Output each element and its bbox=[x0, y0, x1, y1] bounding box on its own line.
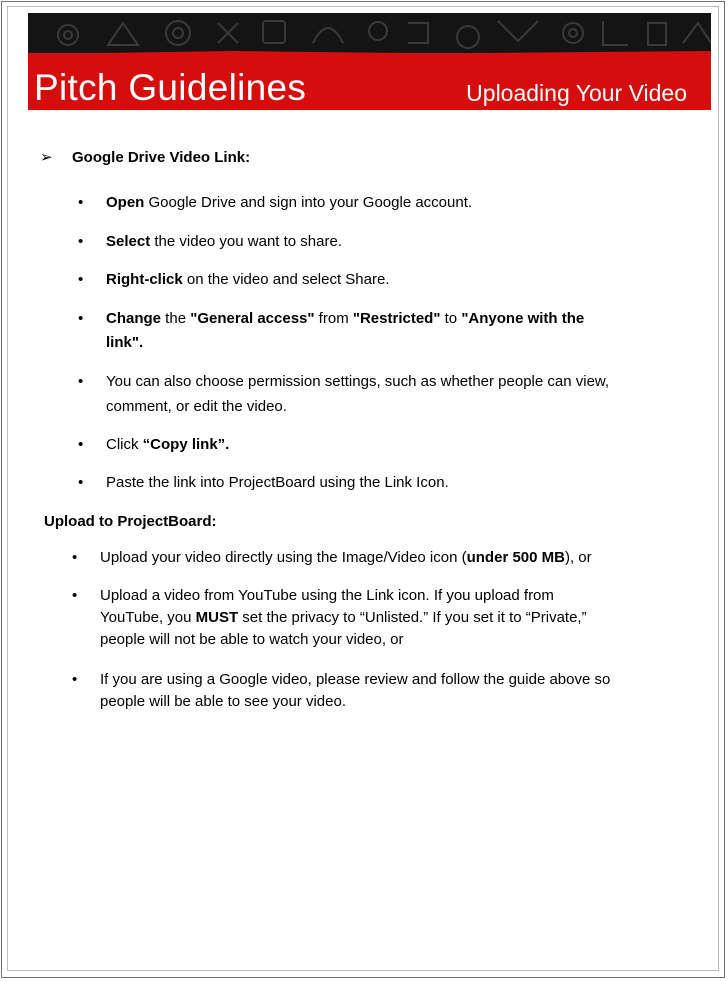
upload-youtube-text: set the privacy to “Unlisted.” If you set it to “Private,” bbox=[238, 609, 587, 626]
upload-direct bbox=[100, 547, 592, 569]
upload-direct-text: ), or bbox=[564, 549, 592, 566]
step-copy-link bbox=[106, 434, 229, 456]
step-permissions-line2: comment, or edit the video. bbox=[106, 398, 287, 415]
step-change-bold: Change bbox=[106, 310, 162, 327]
step-change-text: from bbox=[314, 310, 353, 327]
bullet: • bbox=[78, 373, 84, 390]
bullet: • bbox=[78, 233, 84, 250]
step-right-click-bold: Right-click bbox=[106, 271, 183, 288]
step-permissions-line1: You can also choose permission settings, such as whether people can view, bbox=[106, 373, 610, 390]
step-change-line1 bbox=[106, 308, 584, 330]
step-copy-link-text: Click bbox=[106, 436, 143, 453]
step-right-click bbox=[106, 269, 390, 291]
upload-youtube-line3: people will not be able to watch your video, or bbox=[100, 631, 404, 648]
banner-doodle-pattern bbox=[28, 13, 711, 57]
bullet: • bbox=[72, 671, 78, 688]
section-heading-drive: Google Drive Video Link: bbox=[72, 149, 251, 166]
step-copy-link-bold: “Copy link”. bbox=[142, 436, 230, 453]
step-select-text: the video you want to share. bbox=[150, 233, 342, 250]
step-open-bold: Open bbox=[106, 194, 145, 211]
bullet: • bbox=[78, 271, 84, 288]
step-open bbox=[106, 192, 472, 214]
upload-youtube-line2 bbox=[100, 607, 587, 629]
page-title: Pitch Guidelines bbox=[34, 67, 307, 108]
bullet: • bbox=[78, 474, 84, 491]
upload-youtube-text: YouTube, you bbox=[100, 609, 196, 626]
step-change-line2: link". bbox=[106, 334, 144, 351]
bullet: • bbox=[78, 310, 84, 327]
upload-google-line1: If you are using a Google video, please review and follow the guide above so bbox=[100, 671, 611, 688]
section-arrow-marker: ➢ bbox=[40, 149, 53, 166]
upload-direct-text: Upload your video directly using the Image/Video icon ( bbox=[100, 549, 467, 566]
step-open-text: Google Drive and sign into your Google account. bbox=[144, 194, 473, 211]
step-change-restricted: "Restricted" bbox=[352, 310, 441, 327]
upload-size-limit: under 500 MB bbox=[466, 549, 565, 566]
step-change-general-access: "General access" bbox=[190, 310, 315, 327]
step-paste-link: Paste the link into ProjectBoard using the Link Icon. bbox=[106, 474, 449, 491]
bullet: • bbox=[78, 436, 84, 453]
step-select bbox=[106, 231, 342, 253]
banner-doodle-strip bbox=[28, 13, 711, 57]
bullet: • bbox=[72, 549, 78, 566]
upload-youtube-line1: Upload a video from YouTube using the Link icon. If you upload from bbox=[100, 587, 554, 604]
bullet: • bbox=[72, 587, 78, 604]
step-select-bold: Select bbox=[106, 233, 151, 250]
step-change-text: to bbox=[440, 310, 462, 327]
bullet: • bbox=[78, 194, 84, 211]
step-change-anyone: "Anyone with the bbox=[461, 310, 585, 327]
upload-youtube-must: MUST bbox=[195, 609, 239, 626]
step-change-text: the bbox=[161, 310, 191, 327]
step-right-click-text: on the video and select Share. bbox=[182, 271, 390, 288]
upload-google-line2: people will be able to see your video. bbox=[100, 693, 346, 710]
page-subtitle: Uploading Your Video bbox=[466, 80, 687, 106]
header-banner bbox=[28, 13, 711, 110]
section-heading-projectboard: Upload to ProjectBoard: bbox=[44, 513, 217, 530]
